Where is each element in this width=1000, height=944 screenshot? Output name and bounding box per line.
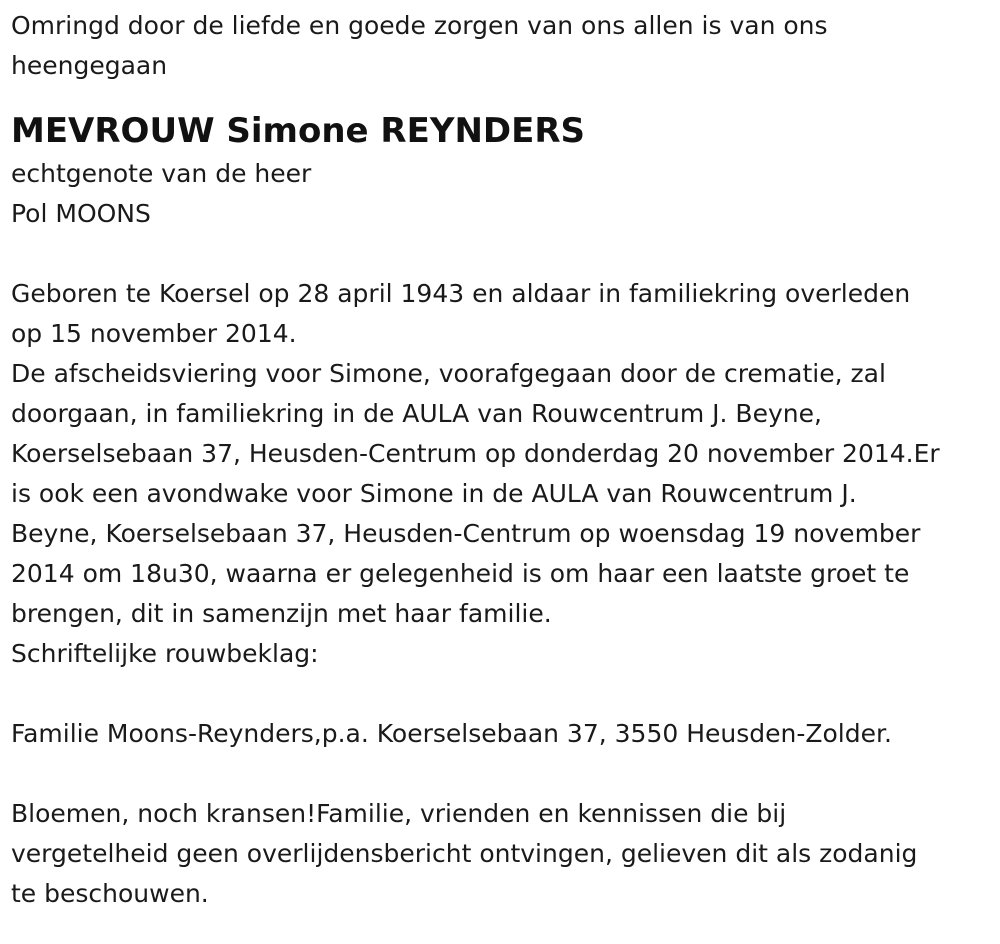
body-line: is ook een avondwake voor Simone in de AULA van Rouwcentrum J. (11, 479, 857, 508)
spouse-line-2: Pol MOONS (11, 199, 151, 228)
spacer (11, 674, 991, 714)
spouse-line-1: echtgenote van de heer (11, 159, 312, 188)
body-line: op 15 november 2014. (11, 319, 297, 348)
condolence-heading: Schriftelijke rouwbeklag: (11, 639, 319, 668)
body-line: Beyne, Koerselsebaan 37, Heusden-Centrum op woensdag 19 november (11, 519, 921, 548)
body-line: doorgaan, in familiekring in de AULA van Rouwcentrum J. Beyne, (11, 399, 822, 428)
intro-line-1: Omringd door de liefde en goede zorgen van ons allen is van ons (11, 11, 828, 40)
family-address: Familie Moons-Reynders,p.a. Koerselsebaan 37, 3550 Heusden-Zolder. (11, 719, 892, 748)
death-notice (11, 6, 991, 914)
spacer (11, 754, 991, 794)
spacer (11, 86, 991, 108)
body-line: brengen, dit in samenzijn met haar familie. (11, 599, 552, 628)
closing-line: vergetelheid geen overlijdensbericht ontvingen, gelieven dit als zodanig (11, 839, 918, 868)
intro-line-2: heengegaan (11, 51, 168, 80)
body-line: 2014 om 18u30, waarna er gelegenheid is om haar een laatste groet te (11, 559, 910, 588)
closing-line: Bloemen, noch kransen!Familie, vrienden en kennissen die bij (11, 799, 787, 828)
deceased-name: MEVROUW Simone REYNDERS (11, 111, 586, 151)
closing-line: te beschouwen. (11, 879, 209, 908)
body-line: De afscheidsviering voor Simone, voorafgegaan door de crematie, zal (11, 359, 886, 388)
spacer (11, 234, 991, 274)
body-line: Koerselsebaan 37, Heusden-Centrum op donderdag 20 november 2014.Er (11, 439, 940, 468)
body-line: Geboren te Koersel op 28 april 1943 en aldaar in familiekring overleden (11, 279, 911, 308)
